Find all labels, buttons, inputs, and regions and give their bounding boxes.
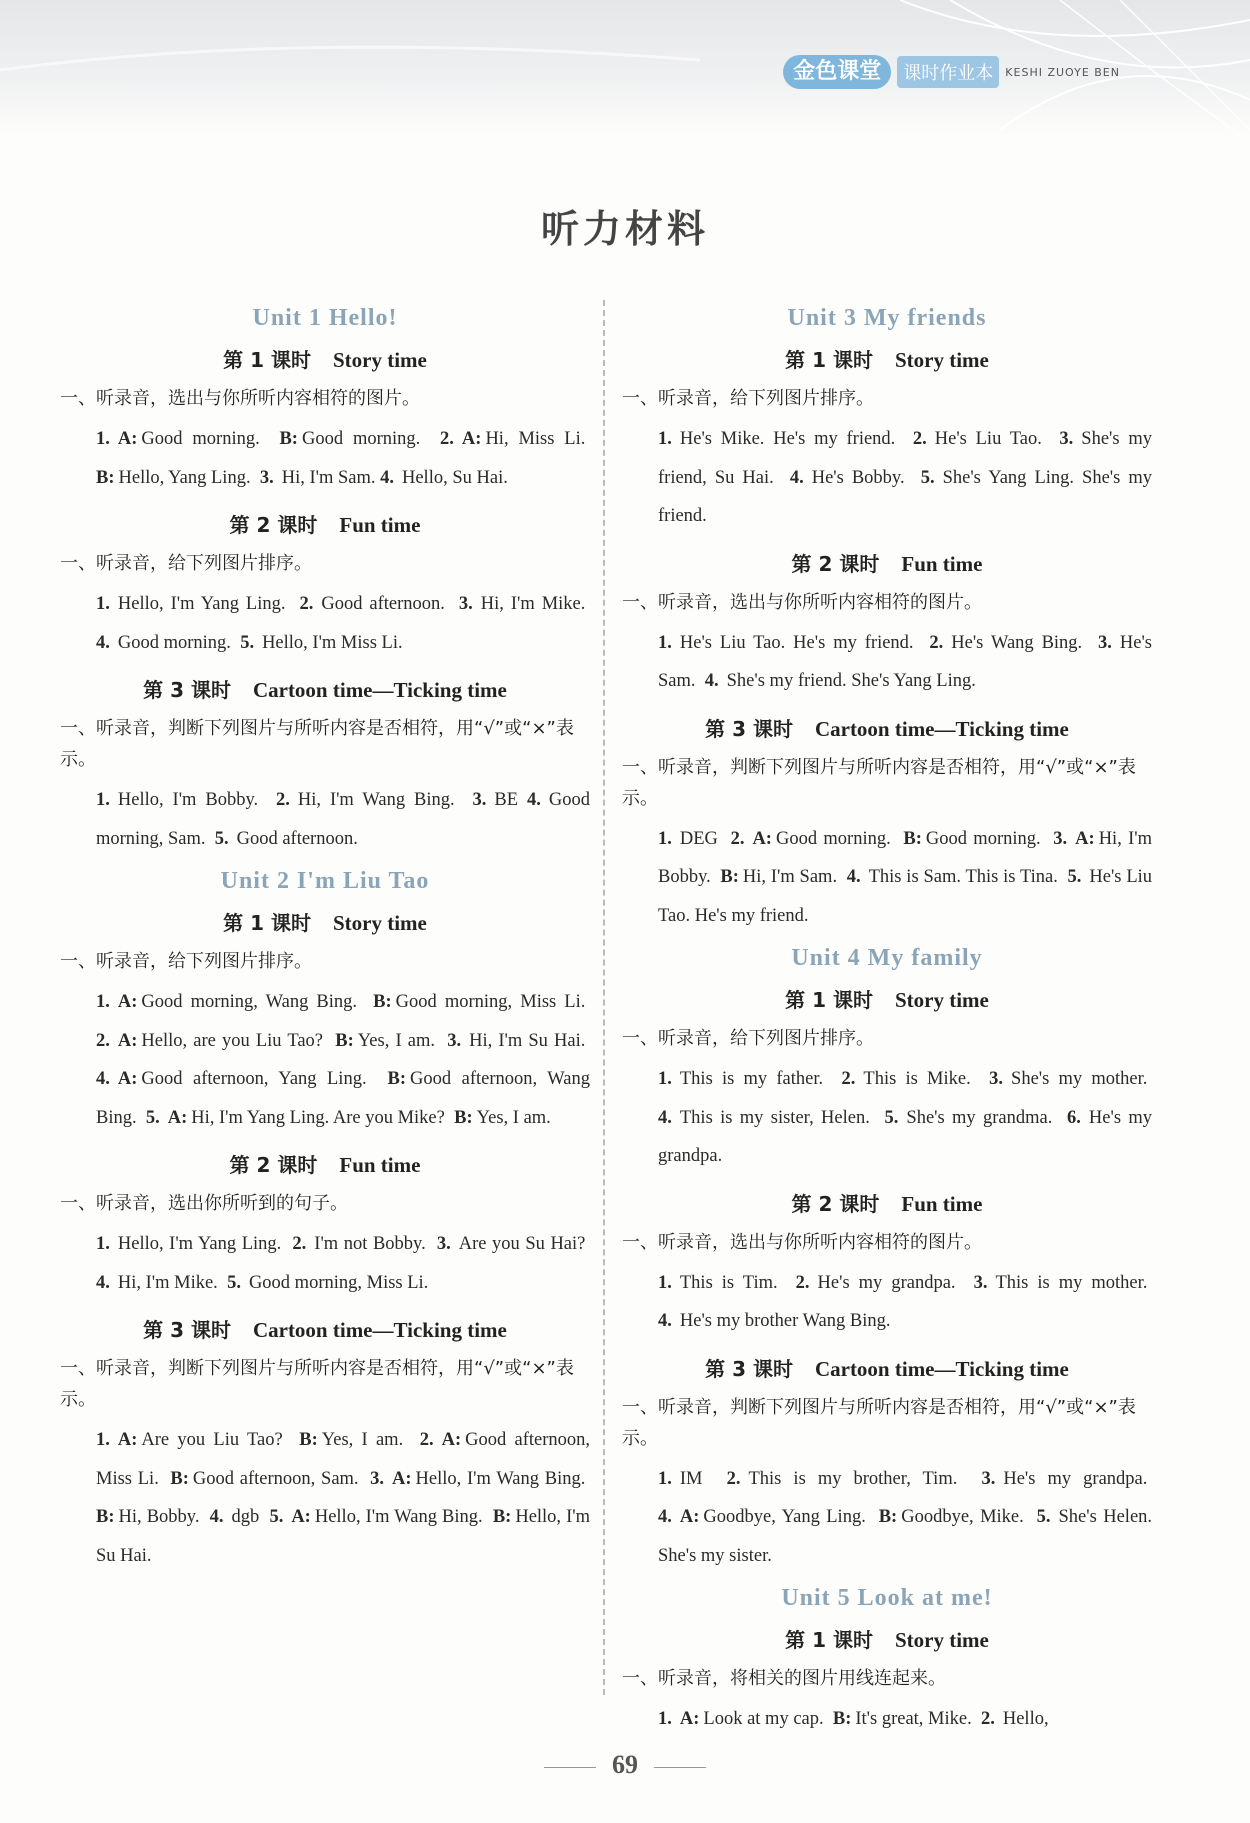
lesson-name: Story time	[894, 988, 989, 1012]
lesson-number: 第 2 课时	[229, 513, 318, 537]
unit-5-title: Unit 5 Look at me!	[781, 1585, 993, 1611]
lesson-number: 第 3 课时	[705, 1356, 793, 1381]
u1-l2-question: 一、听录音，给下列图片排序。	[60, 553, 312, 574]
u5-l1-script: 1. A: Look at my cap. B: It's great, Mike. 2. Hello,	[658, 1709, 1049, 1729]
brand-pinyin: KESHI ZUOYE BEN	[1005, 65, 1120, 79]
lesson-number: 第 3 课时	[143, 678, 231, 702]
u4-l1-question: 一、听录音，给下列图片排序。	[622, 1028, 874, 1049]
unit-3-title: Unit 3 My friends	[787, 305, 987, 331]
u1-lesson-1-heading	[60, 344, 590, 373]
u4-l2-question: 一、听录音，选出与你所听内容相符的图片。	[622, 1231, 982, 1253]
u2-l2-question: 一、听录音，选出你所听到的句子。	[60, 1193, 348, 1214]
u2-l3-script: 1. A: Are you Liu Tao? B: Yes, I am. 2. A: Good afternoon, Miss Li. B: Good afternoon, Sam. 3. A: Hello, I'm Wang Bing. B: Hi, Bobby. 4. dgb 5. A: Hello, I'm Wang Bing. B: Hello, I'm Su Hai.	[96, 1430, 591, 1566]
u3-lesson-1-heading	[622, 344, 1152, 373]
u2-l3-question: 一、听录音，判断下列图片与所听内容是否相符，用“√”或“×”表示。	[60, 1358, 574, 1410]
lesson-number: 第 1 课时	[223, 348, 311, 372]
lesson-number: 第 2 课时	[229, 1153, 318, 1177]
brand-logo: 金色课堂	[783, 55, 891, 89]
lesson-name: Fun time	[901, 1191, 983, 1216]
lesson-number: 第 1 课时	[785, 1628, 873, 1652]
u4-lesson-1-heading	[622, 984, 1152, 1013]
left-column	[60, 295, 590, 1575]
u3-l2-script: 1. He's Liu Tao. He's my friend. 2. He's Wang Bing. 3. He's Sam. 4. She's my friend. She's Yang Ling.	[658, 632, 1153, 691]
lesson-number: 第 2 课时	[791, 551, 880, 576]
u4-l3-question: 一、听录音，判断下列图片与所听内容是否相符，用“√”或“×”表示。	[622, 1396, 1136, 1449]
u2-lesson-3-heading	[60, 1314, 590, 1343]
u1-l2-script: 1. Hello, I'm Yang Ling. 2. Good afternoon. 3. Hi, I'm Mike. 4. Good morning. 5. Hello, I'm Miss Li.	[96, 594, 586, 653]
u2-lesson-2-heading	[60, 1149, 590, 1178]
header-banner	[0, 0, 1250, 135]
u5-l1-question: 一、听录音，将相关的图片用线连起来。	[622, 1668, 946, 1689]
u1-l3-script: 1. Hello, I'm Bobby. 2. Hi, I'm Wang Bing. 3. BE 4. Good morning, Sam. 5. Good afternoon.	[96, 790, 590, 849]
lesson-number: 第 3 课时	[705, 716, 793, 741]
brand-logo-group	[783, 55, 1120, 89]
u4-l2-script: 1. This is Tim. 2. He's my grandpa. 3. This is my mother. 4. He's my brother Wang Bing.	[658, 1272, 1148, 1331]
page-number-rule-left	[544, 1767, 596, 1768]
lesson-name: Fun time	[339, 513, 421, 537]
u1-lesson-2-heading	[60, 509, 590, 538]
lesson-name: Cartoon time—Ticking time	[814, 1356, 1069, 1381]
brand-subtitle: 课时作业本	[897, 56, 999, 88]
lesson-name: Fun time	[901, 551, 983, 576]
lesson-number: 第 3 课时	[143, 1318, 231, 1342]
u4-l1-script: 1. This is my father. 2. This is Mike. 3. She's my mother. 4. This is my sister, Helen. 5. She's my grandma. 6. He's my grandpa.	[658, 1069, 1153, 1166]
u1-l1-question: 一、听录音，选出与你所听内容相符的图片。	[60, 388, 420, 409]
lesson-number: 第 1 课时	[785, 348, 873, 372]
lesson-name: Fun time	[339, 1153, 421, 1177]
u1-l3-question: 一、听录音，判断下列图片与所听内容是否相符，用“√”或“×”表示。	[60, 718, 574, 770]
lesson-name: Story time	[332, 911, 427, 935]
lesson-number: 第 1 课时	[223, 911, 311, 935]
u3-lesson-3-heading	[622, 713, 1152, 742]
u2-l2-script: 1. Hello, I'm Yang Ling. 2. I'm not Bobby. 3. Are you Su Hai? 4. Hi, I'm Mike. 5. Good morning, Miss Li.	[96, 1234, 586, 1293]
lesson-name: Story time	[894, 1628, 989, 1652]
lesson-name: Cartoon time—Ticking time	[814, 716, 1069, 741]
u2-lesson-1-heading	[60, 907, 590, 936]
lesson-number: 第 2 课时	[791, 1191, 880, 1216]
u1-lesson-3-heading	[60, 674, 590, 703]
u4-lesson-3-heading	[622, 1353, 1152, 1382]
u2-l1-question: 一、听录音，给下列图片排序。	[60, 951, 312, 972]
lesson-number: 第 1 课时	[785, 988, 873, 1012]
page-number	[0, 1750, 1250, 1780]
unit-2-title: Unit 2 I'm Liu Tao	[220, 868, 430, 894]
u5-lesson-1-heading	[622, 1624, 1152, 1653]
u3-l3-script: 1. DEG 2. A: Good morning. B: Good morning. 3. A: Hi, I'm Bobby. B: Hi, I'm Sam. 4. This is Sam. This is Tina. 5. He's Liu Tao. He's my friend.	[658, 828, 1153, 926]
right-column	[622, 295, 1152, 1739]
u3-l2-question: 一、听录音，选出与你所听内容相符的图片。	[622, 591, 982, 613]
lesson-name: Cartoon time—Ticking time	[252, 1318, 507, 1342]
page-title: 听力材料	[540, 207, 709, 251]
page-number-value: 69	[612, 1750, 638, 1779]
column-divider	[603, 300, 605, 1695]
lesson-name: Story time	[894, 348, 989, 372]
u4-l3-script: 1. IM 2. This is my brother, Tim. 3. He's my grandpa. 4. A: Goodbye, Yang Ling. B: Goodbye, Mike. 5. She's Helen. She's my sister.	[658, 1468, 1153, 1566]
lesson-name: Story time	[332, 348, 427, 372]
u3-l1-question: 一、听录音，给下列图片排序。	[622, 388, 874, 409]
u3-l1-script: 1. He's Mike. He's my friend. 2. He's Liu Tao. 3. She's my friend, Su Hai. 4. He's Bobby. 5. She's Yang Ling. She's my friend.	[658, 429, 1153, 526]
unit-1-title: Unit 1 Hello!	[252, 305, 398, 331]
u3-l3-question: 一、听录音，判断下列图片与所听内容是否相符，用“√”或“×”表示。	[622, 756, 1136, 809]
lesson-name: Cartoon time—Ticking time	[252, 678, 507, 702]
u4-lesson-2-heading	[622, 1188, 1152, 1217]
u1-l1-script: 1. A: Good morning. B: Good morning. 2. A: Hi, Miss Li. B: Hello, Yang Ling. 3. Hi, I'm Sam. 4. Hello, Su Hai.	[96, 429, 586, 488]
u3-lesson-2-heading	[622, 548, 1152, 577]
unit-4-title: Unit 4 My family	[791, 945, 983, 971]
page-number-rule-right	[654, 1767, 706, 1768]
u2-l1-script: 1. A: Good morning, Wang Bing. B: Good morning, Miss Li. 2. A: Hello, are you Liu Tao? B: Yes, I am. 3. Hi, I'm Su Hai. 4. A: Good afternoon, Yang Ling. B: Good afternoon, Wang Bing. 5. A: Hi, I'm Yang Ling. Are you Mike? B: Yes, I am.	[96, 992, 590, 1128]
